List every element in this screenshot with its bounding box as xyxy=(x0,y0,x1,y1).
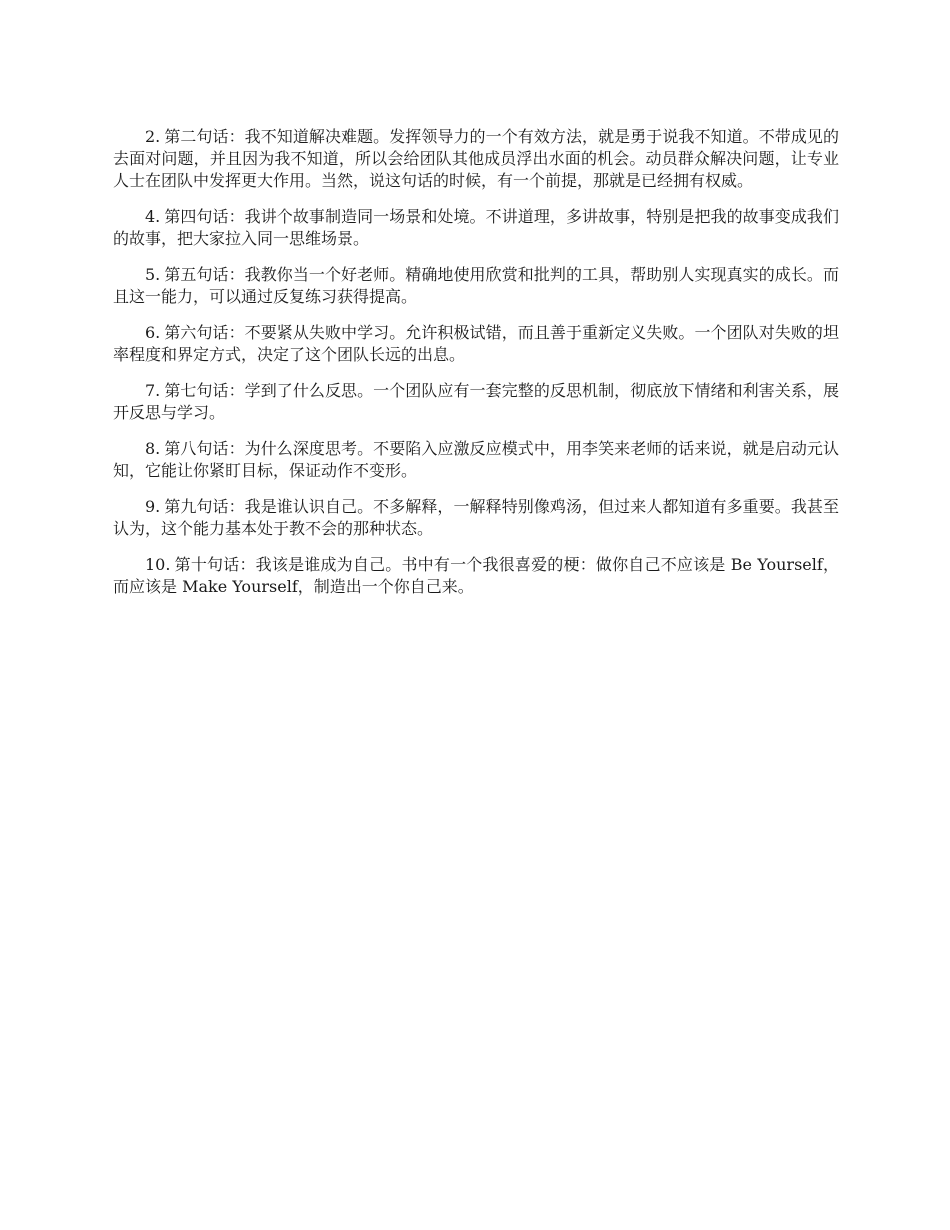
paragraph-number: 2. xyxy=(145,127,161,146)
paragraph-4 xyxy=(113,206,839,250)
document-body xyxy=(113,126,839,612)
paragraph-number: 7. xyxy=(145,381,161,400)
paragraph-number: 8. xyxy=(145,439,161,458)
paragraph-text: 第四句话：我讲个故事制造同一场景和处境。不讲道理，多讲故事，特别是把我的故事变成我们的故事，把大家拉入同一思维场景。 xyxy=(113,207,839,248)
paragraph-number: 5. xyxy=(145,265,161,284)
paragraph-text: 第六句话：不要紧从失败中学习。允许积极试错，而且善于重新定义失败。一个团队对失败的坦率程度和界定方式，决定了这个团队长远的出息。 xyxy=(113,323,839,364)
paragraph-number: 6. xyxy=(145,323,161,342)
paragraph-number: 9. xyxy=(145,497,161,516)
paragraph-text: 第十句话：我该是谁成为自己。书中有一个我很喜爱的梗：做你自己不应该是 Be Yourself，而应该是 Make Yourself，制造出一个你自己来。 xyxy=(113,555,839,596)
paragraph-2 xyxy=(113,126,839,192)
paragraph-number: 4. xyxy=(145,207,161,226)
paragraph-text: 第二句话：我不知道解决难题。发挥领导力的一个有效方法，就是勇于说我不知道。不带成见的去面对问题，并且因为我不知道，所以会给团队其他成员浮出水面的机会。动员群众解决问题，让专业人士在团队中发挥更大作用。当然，说这句话的时候，有一个前提，那就是已经拥有权威。 xyxy=(113,127,839,190)
paragraph-number: 10. xyxy=(145,555,171,574)
paragraph-9 xyxy=(113,496,839,540)
paragraph-text: 第九句话：我是谁认识自己。不多解释，一解释特别像鸡汤，但过来人都知道有多重要。我甚至认为，这个能力基本处于教不会的那种状态。 xyxy=(113,497,839,538)
paragraph-5 xyxy=(113,264,839,308)
paragraph-7 xyxy=(113,380,839,424)
paragraph-text: 第五句话：我教你当一个好老师。精确地使用欣赏和批判的工具，帮助别人实现真实的成长。而且这一能力，可以通过反复练习获得提高。 xyxy=(113,265,839,306)
paragraph-6 xyxy=(113,322,839,366)
paragraph-text: 第八句话：为什么深度思考。不要陷入应激反应模式中，用李笑来老师的话来说，就是启动元认知，它能让你紧盯目标，保证动作不变形。 xyxy=(113,439,839,480)
paragraph-8 xyxy=(113,438,839,482)
paragraph-text: 第七句话：学到了什么反思。一个团队应有一套完整的反思机制，彻底放下情绪和利害关系，展开反思与学习。 xyxy=(113,381,839,422)
paragraph-10 xyxy=(113,554,839,598)
